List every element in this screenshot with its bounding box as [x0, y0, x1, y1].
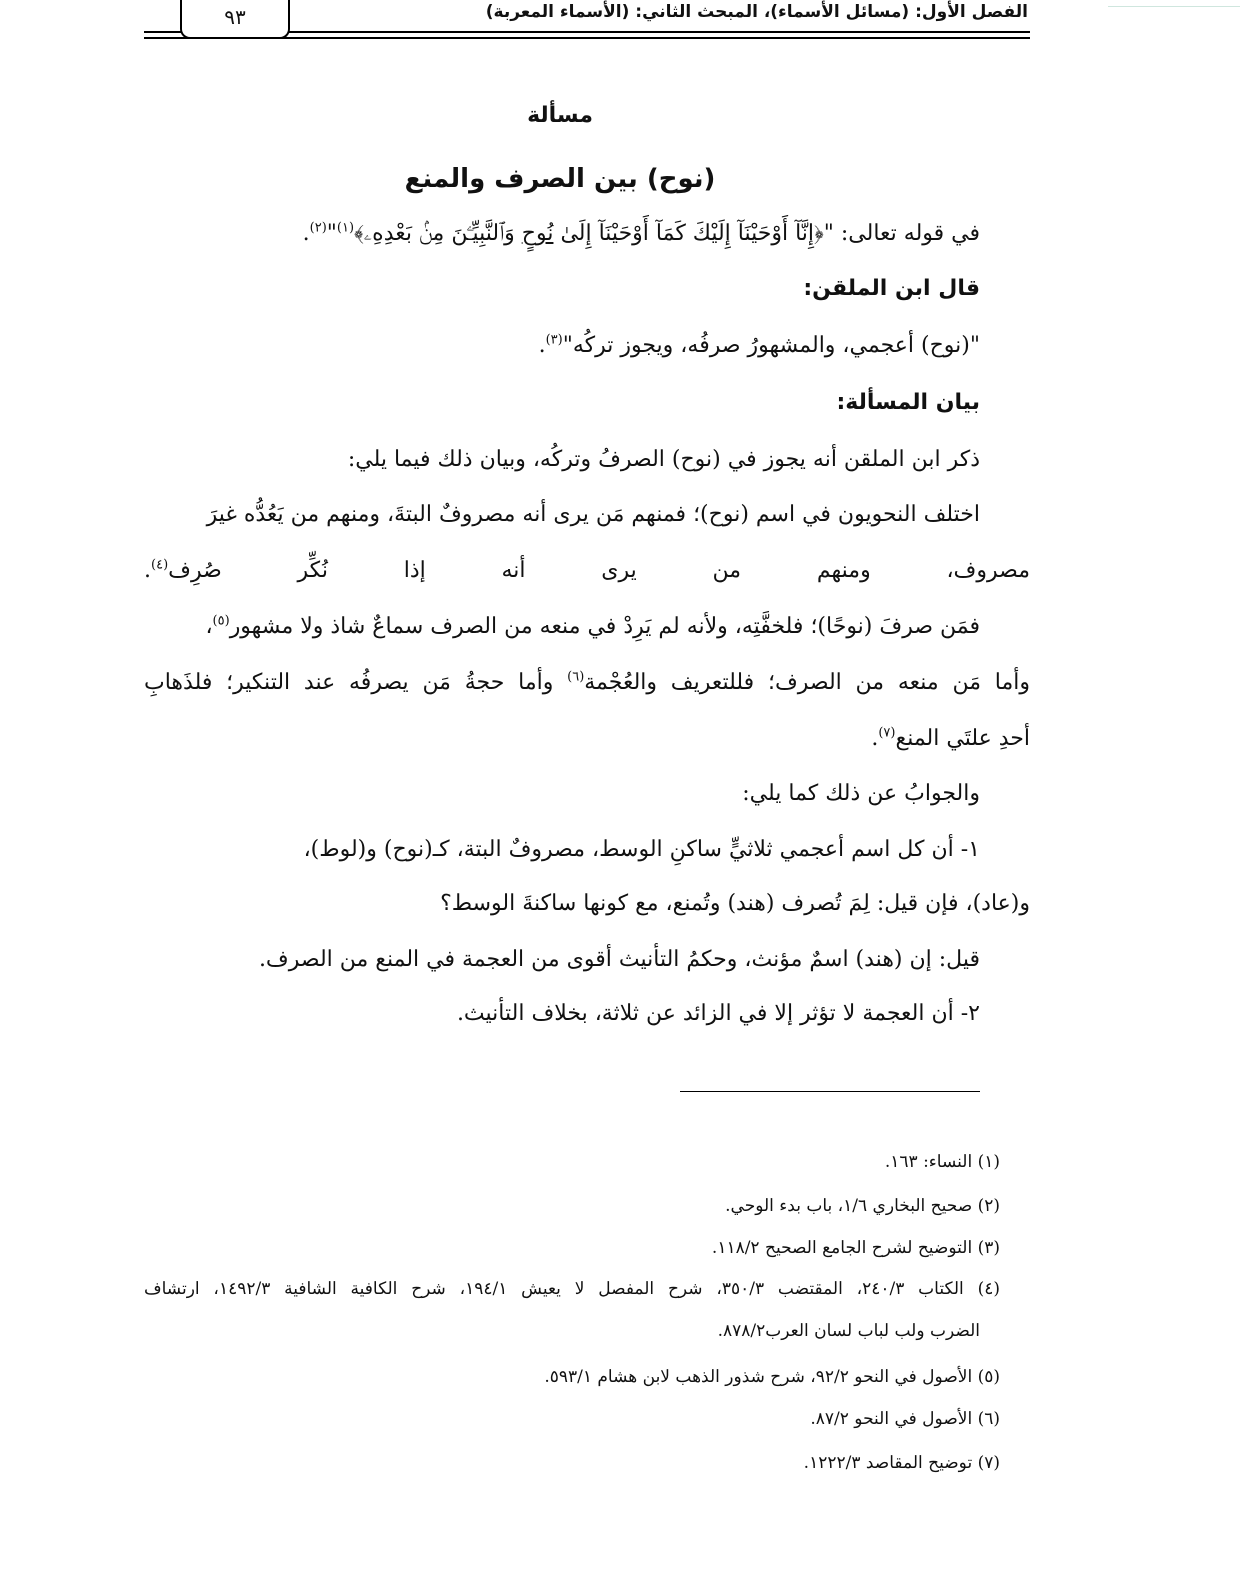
footnote: (٣) التوضيح لشرح الجامع الصحيح ١١٨/٢. — [711, 1238, 1000, 1258]
footnote: (٥) الأصول في النحو ٩٢/٢، شرح شذور الذهب لابن هشام ٥٩٣/١. — [544, 1367, 1000, 1387]
line-end-punctuation: . — [538, 333, 546, 358]
footnote-separator — [680, 1091, 980, 1092]
footnote-ref-2: (٢) — [309, 220, 327, 236]
paragraph-line: والجوابُ عن ذلك كما يلي: — [742, 781, 980, 806]
paragraph-text: وأما حجةُ مَن يصرفُه عند التنكير؛ فلذَهابِ — [144, 670, 568, 695]
footnote-ref-3: (٣) — [545, 332, 563, 348]
paragraph-line: ذكر ابن الملقن أنه يجوز في (نوح) الصرفُ وتركُه، وبيان ذلك فيما يلي: — [347, 447, 980, 472]
line-end-punctuation: . — [871, 726, 879, 751]
footnote-ref-6: (٦) — [567, 669, 585, 685]
verse-underlined-word: نُوحٍ — [521, 221, 554, 246]
line-end-punctuation: ، — [205, 614, 213, 639]
paragraph-line — [144, 554, 1030, 588]
footnote: (٧) توضيح المقاصد ١٢٢٢/٣. — [803, 1453, 1000, 1473]
footnote: (١) النساء: ١٦٣. — [884, 1152, 1000, 1172]
closing-quote: " — [326, 221, 337, 246]
footnote: (٦) الأصول في النحو ٨٧/٢. — [810, 1409, 1000, 1429]
quote-line — [144, 329, 980, 363]
section-heading-explanation: بيان المسألة: — [836, 390, 980, 415]
paragraph-line — [144, 666, 1030, 700]
paragraph-line: ٢- أن العجمة لا تؤثر إلا في الزائد عن ثلاثة، بخلاف التأنيث. — [456, 1001, 980, 1026]
paragraph-text: أحدِ علتَي المنع — [895, 726, 1030, 751]
paragraph-text: وأما مَن منعه من الصرف؛ فللتعريف والعُجْمة — [584, 670, 1030, 695]
paragraph-line: و(عاد)، فإن قيل: لِمَ تُصرف (هند) وتُمنع، مع كونها ساكنةَ الوسط؟ — [440, 891, 1030, 916]
line-end-punctuation: . — [144, 558, 151, 583]
paragraph-text: مصروف، ومنهم من يرى أنه إذا نُكِّر صُرِف — [168, 558, 1030, 583]
paragraph-line — [144, 722, 1030, 756]
footnote-ref-5: (٥) — [212, 613, 230, 629]
page-title: (نوح) بين الصرف والمنع — [404, 164, 716, 194]
paragraph-line: ١- أن كل اسم أعجمي ثلاثيٍّ ساكنِ الوسط، مصروفٌ البتة، كـ(نوح) و(لوط)، — [303, 837, 980, 862]
section-heading-ibn-mulaqqin: قال ابن الملقن: — [803, 276, 980, 301]
quote-text: "(نوح) أعجمي، والمشهورُ صرفُه، ويجوز تركُه" — [562, 333, 980, 358]
page-number-tab: ٩٣ — [180, 0, 290, 39]
footnote: (٤) الكتاب ٢٤٠/٣، المقتضب ٣٥٠/٣، شرح المفصل لا يعيش ١٩٤/١، شرح الكافية الشافية ١٤٩٢/٣، ارتشاف — [144, 1279, 1000, 1299]
section-kicker: مسألة — [527, 103, 593, 128]
paragraph-text: فمَن صرفَ (نوحًا)؛ فلخفَّتِه، ولأنه لم يَرِدْ في منعه من الصرف سماعٌ شاذ ولا مشهور — [229, 614, 980, 639]
footnote-ref-1: (١) — [336, 220, 355, 236]
paragraph-line — [144, 610, 980, 644]
footnote-ref-4: (٤) — [151, 557, 169, 573]
footnote-continuation: الضرب ولب لباب لسان العرب٨٧٨/٢. — [717, 1321, 980, 1341]
corner-mark — [1108, 0, 1240, 7]
footnote: (٢) صحيح البخاري ١/٦، باب بدء الوحي. — [725, 1196, 1000, 1216]
paragraph-line: قيل: إن (هند) اسمٌ مؤنث، وحكمُ التأنيث أقوى من العجمة في المنع من الصرف. — [258, 947, 980, 972]
verse-text-start: في قوله تعالى: "﴿إِنَّآ أَوْحَيْنَآ إِلَيْكَ كَمَآ أَوْحَيْنَآ إِلَىٰ — [553, 221, 980, 246]
verse-text-end: وَٱلنَّبِيِّـۧنَ مِنۢ بَعْدِهِۦ﴾ — [354, 221, 522, 246]
running-header-title: الفصل الأول: (مسائل الأسماء)، المبحث الثاني: (الأسماء المعربة) — [485, 2, 1028, 22]
verse-line — [144, 217, 980, 251]
line-end-punctuation: . — [302, 221, 310, 246]
paragraph-line: اختلف النحويون في اسم (نوح)؛ فمنهم مَن يرى أنه مصروفٌ البتةَ، ومنهم من يَعُدُّه غيرَ — [206, 502, 980, 527]
footnote-ref-7: (٧) — [878, 725, 896, 741]
